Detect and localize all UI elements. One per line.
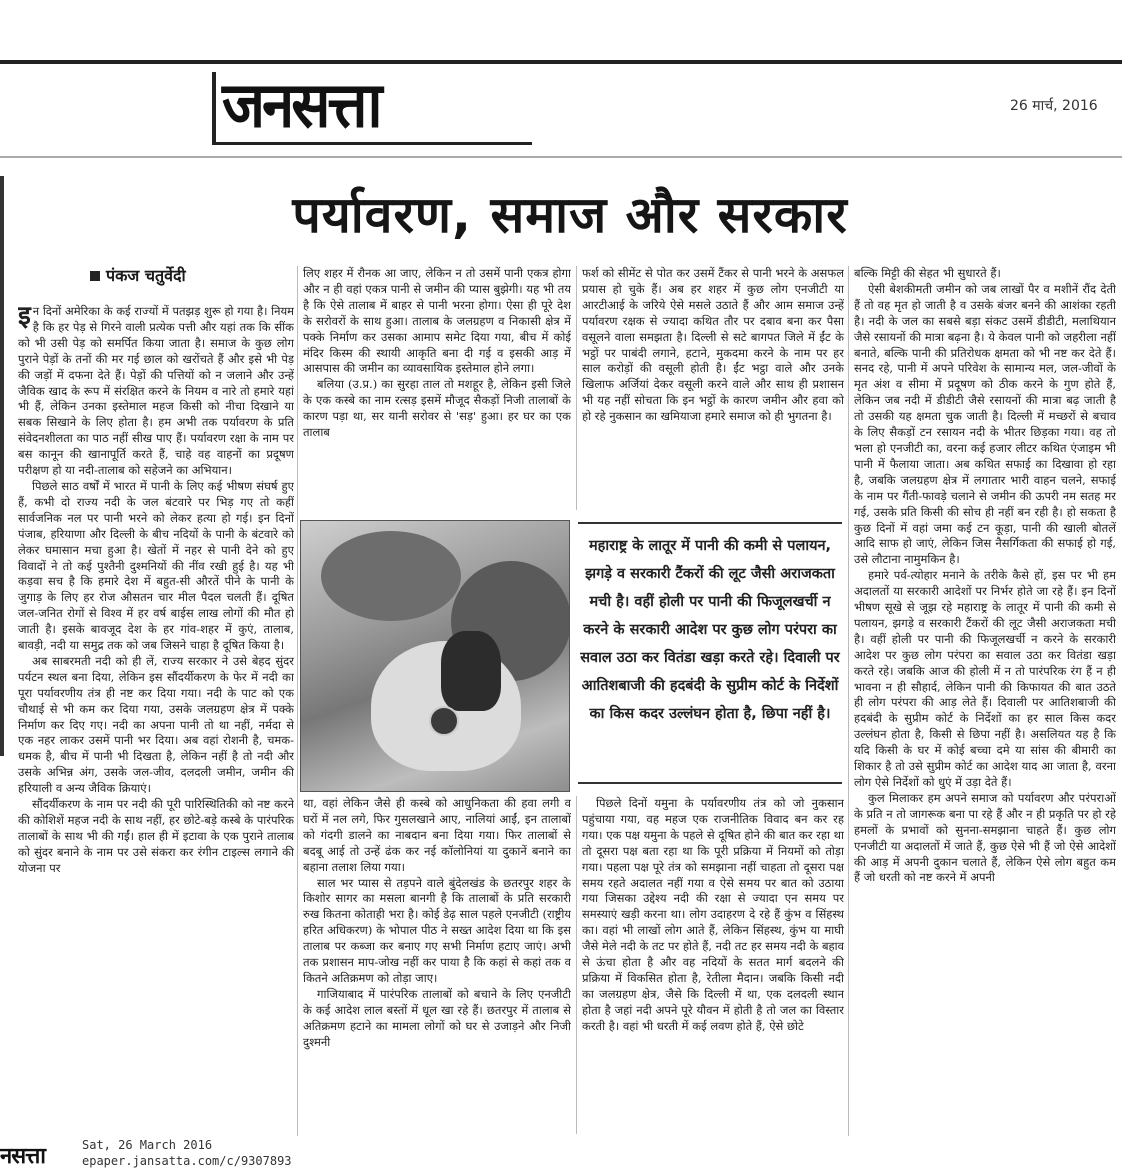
paragraph: अब साबरमती नदी को ही लें, राज्य सरकार ने उसे बेहद सुंदर पर्यटन स्थल बना दिया, लेकिन इस सौंदर्यीकरण के फेर में नदी का पूरा पर्यावरणीय तंत्र ही नष्ट कर दिया गया। नदी के पाट को एक चौथाई से भी कम कर दिया गया, उसके जलग्रहण क्षेत्र में पक्के निर्माण कर दिए गए। नदी का अपना पानी तो था नहीं, नर्मदा से एक नहर लाकर उसमें पानी भर दिया। अब वहां रोशनी है, चमक-धमक है, बीच में पानी भी दिखता है, लेकिन नहीं है तो नदी और उसके अभिन्न अंग, उसके जल-जीव, दलदली जमीन, जमीन की हरियाली व अन्य जैविक क्रियाएं। (18, 653, 294, 796)
column-divider (576, 266, 577, 510)
column-2-bottom (303, 796, 571, 1134)
drop-cap: इ (18, 304, 31, 331)
footer-url[interactable]: epaper.jansatta.com/c/9307893 (82, 1154, 292, 1168)
column-divider (297, 266, 298, 1136)
masthead-brand: जनसत्ता (222, 68, 380, 142)
author-name: पंकज चतुर्वेदी (106, 266, 186, 285)
column-1 (18, 304, 294, 1134)
paragraph: ऐसी बेशकीमती जमीन को जब लाखों पैर व मशीनें रौंद देती हैं तो वह मृत हो जाती है व उसके बंजर बनने की आशंका रहती है। नदी के जल का सबसे बड़ा संकट उसमें डीडीटी, मलाथियान जैसे रसायनों की मात्रा बढ़ना है। ये केवल पानी को जहरीला नहीं बनाते, बल्कि पानी की प्रतिरोधक क्षमता को भी नष्ट कर देते हैं। सनद रहे, पानी में अपने परिवेश के सामान्य मल, जल-जीवों के मृत अंश व सीमा में प्रदूषण को ठीक करने के गुण होते हैं, लेकिन जब नदी में डीडीटी जैसे रसायनों की मात्रा बढ़ जाती है तो उसकी यह क्षमता चुक जाती है। दिल्ली में मच्छरों से बचाव के लिए सैकड़ों टन रसायन नदी के भीतर छिड़का गया। वह तो भला हो एनजीटी का, वरना कई हजार लीटर कथित एंजाइम भी पानी में फैलाया जाता। अब कथित सफाई का दिखावा हो रहा है, जबकि जलग्रहण क्षेत्र में लगातार भारी वाहन चलने, सफाई के नाम पर गैंती-फावड़े चलाने से जमीन की ऊपरी नम सतह मर गई, उसके प्रति किसी की सोच ही नहीं बन रही है। हो सकता है कुछ दिनों में वहां जमा कई टन कूड़ा, पानी की खाली बोतलें आदि साफ हो जाएं, लेकिन जिस नैसर्गिकता की सफाई हो गई, उसे लौटाना नामुमकिन है। (854, 281, 1116, 567)
article-headline: पर्यावरण, समाज और सरकार (292, 186, 848, 244)
pullquote-rule-top (578, 522, 842, 524)
article-photo (300, 520, 570, 792)
paragraph: बलिया (उ.प्र.) का सुरहा ताल तो मशहूर है, लेकिन इसी जिले के एक कस्बे का नाम रत्सड़ इसमें मौजूद सैकड़ों निजी तालाबों के कारण पड़ा था, सर यानी सरोवर से 'सड़' हुआ। हर घर का एक तालाब (303, 377, 571, 440)
column-divider (848, 266, 849, 1136)
footer-date: Sat, 26 March 2016 (82, 1138, 213, 1152)
pull-quote: महाराष्ट्र के लातूर में पानी की कमी से पलायन, झगड़े व सरकारी टैंकरों की लूट जैसी अराजकता मची है। वहीं होली पर पानी की फिजूलखर्ची न करने के सरकारी आदेश पर कुछ लोग परंपरा का सवाल उठा कर वितंडा खड़ा करते रहे। दिवाली पर आतिशबाजी की हदबंदी के सुप्रीम कोर्ट के निर्देशों का किस कदर उल्लंघन होता है, छिपा नहीं है। (580, 538, 840, 722)
column-4 (854, 266, 1116, 1136)
paragraph: पिछले दिनों यमुना के पर्यावरणीय तंत्र को जो नुकसान पहुंचाया गया, वह महज एक राजनीतिक विवाद बन कर रह गया। एक पक्ष यमुना के पहले से दूषित होने की बात कर रहा था तो दूसरा पक्ष बता रहा था कि पूरी प्रक्रिया में नियमों को तोड़ा गया। पहला पक्ष पूरे तंत्र को समझाना नहीं चाहता तो दूसरा पक्ष समय रहते अदालत नहीं गया व ऐसे समय पर बात को उठाया गया जिसका उद्देश्य नदी की रक्षा से ज्यादा एन समय पर समस्याएं खड़ी करना था। लोग उदाहरण दे रहे हैं कुंभ व सिंहस्थ का। वहां भी लाखों लोग आते हैं, लेकिन सिंहस्थ, कुंभ या माघी जैसे मेले नदी के तट पर होते हैं, नदी तट हर समय नदी के बहाव से ऊंचा होता है और वह नदियों के सतत मार्ग बदलने की प्रक्रिया में विकसित होता है, रेतीला मैदान। जबकि किसी नदी का जलग्रहण क्षेत्र, जैसे कि दिल्ली में था, एक दलदली स्थान होता है जहां नदी अपने पूरे यौवन में होती है तो जल का विस्तार करती है। वहां भी धरती में कई लवण होते हैं, ऐसे छोटे (582, 796, 844, 1033)
masthead-logo (212, 68, 532, 145)
top-rule (0, 60, 1122, 64)
paragraph: पिछले साठ वर्षों में भारत में पानी के लिए कई भीषण संघर्ष हुए हैं, कभी दो राज्य नदी के जल बंटवारे पर भिड़ गए तो कहीं सार्वजनिक नल पर पानी भरने को लेकर हत्या हो गई। इन दिनों पंजाब, हरियाणा और दिल्ली के बीच नदियों के पानी के बंटवारे को लेकर घमासान मचा हुआ है। खेतों में नहर से पानी देने को हुए विवादों ने तो कई पुश्तैनी दुश्मनियों की नींव रखी हुई है। यह भी कड़वा सच है कि हमारे देश में बहुत-सी औरतें पीने के पानी के जुगाड़ के लिए हर रोज औसतन चार मील पैदल चलती हैं। दूषित जल-जनित रोगों से विश्व में हर वर्ष बाईस लाख लोगों की मौत हो जाती है। इसके बावजूद देश के हर गांव-शहर में कुएं, तालाब, बावड़ी, नदी या समुद्र तक को जब जिसने चाहा है दूषित किया है। (18, 478, 294, 653)
byline-bullet (90, 271, 100, 281)
paragraph: बल्कि मिट्टी की सेहत भी सुधारते हैं। (854, 266, 1001, 280)
paragraph: साल भर प्यास से तड़पने वाले बुंदेलखंड के छतरपुर शहर के किशोर सागर का मसला बानगी है कि तालाबों के प्रति सरकारी रुख कितना कोताही भरा है। कोई डेढ़ साल पहले एनजीटी (राष्ट्रीय हरित अधिकरण) के भोपाल पीठ ने सख्त आदेश दिया था कि इस तालाब पर कब्जा कर बनाए गए सभी निर्माण हटाए जाएं। अभी तक प्रशासन माप-जोख नहीं कर पाया है कि कहां से कहां तक व कितने अतिक्रमण को तोड़ा जाए। (303, 875, 571, 985)
column-2-top (303, 266, 571, 510)
paragraph: लिए शहर में रौनक आ जाए, लेकिन न तो उसमें पानी एकत्र होगा और न ही वहां एकत्र पानी से जमीन की प्यास बुझेगी। यह भी तय है कि ऐसे तालाब में बाहर से पानी भरना होगा। ऐसा ही पूरे देश के सरोवरों के साथ हुआ। तालाब के जलग्रहण व निकासी क्षेत्र में पक्के निर्माण कर उसका आमाप समेट दिया गया, बीच में कोई मंदिर किस्म की स्थायी आकृति बना दी गई व इसकी आड़ में आसपास की जमीन का व्यावसायिक इस्तेमाल होने लगा। (303, 266, 571, 376)
photo-rock (321, 531, 461, 621)
paragraph: गाजियाबाद में पारंपरिक तालाबों को बचाने के लिए एनजीटी के कई आदेश लाल बस्तों में धूल खा रहे हैं। छतरपुर में तालाब से अतिक्रमण हटाने का मामला लोगों को घर से उजाड़ने और निजी दुश्मनी (303, 986, 571, 1049)
photo-water-pot (429, 706, 459, 736)
pullquote-rule-bottom (578, 782, 842, 784)
photo-woman-figure (441, 631, 501, 711)
paragraph: था, वहां लेकिन जैसे ही कस्बे को आधुनिकता की हवा लगी व घरों में नल लगे, फिर गुसलखाने आए, नालियां आईं, इन तालाबों को गंदगी डालने का नाबदान बना दिया गया। फिर तालाबों से बदबू आई तो उन्हें ढंक कर नई कॉलोनियां या दुकानें बनाने का बहाना तलाश लिया गया। (303, 796, 571, 874)
paragraph: फर्श को सीमेंट से पोत कर उसमें टैंकर से पानी भरने के असफल प्रयास हो चुके हैं। अब हर शहर में कुछ लोग एनजीटी या आरटीआई के जरिये ऐसे मसले उठाते हैं और आम समाज उन्हें पर्यावरण रक्षक से ज्यादा कथित तौर पर दबाव बना कर पैसा वसूलने वाला समझता है। दिल्ली से सटे बागपत जिले में ईंट के भट्ठों पर पाबंदी लगाने, हटाने, मुकदमा करने के नाम पर हर साल करोड़ों की वसूली होती है। ईंट भट्ठा वाले और उनके खिलाफ अर्जियां देकर वसूली करने वाले और साथ ही प्रशासन भी यह नहीं सोचता कि इन भट्ठों के कारण जमीन और हवा को हो रहे नुकसान का खमियाजा हमारे समाज को ही भुगतना है। (582, 266, 844, 424)
header-divider (0, 156, 1122, 158)
footer-brand: नसत्ता (0, 1144, 45, 1169)
column-3-bottom (582, 796, 844, 1134)
paragraph: हमारे पर्व-त्योहार मनाने के तरीके कैसे हों, इस पर भी हम अदालतों या सरकारी आदेशों पर निर्भर होते जा रहे हैं। इन दिनों भीषण सूखे से जूझ रहे महाराष्ट्र के लातूर में पानी की कमी से पलायन, झगड़े व सरकारी टैंकरों की लूट जैसी अराजकता मची है। वहीं होली पर पानी की फिजूलखर्ची न करने के सरकारी आदेश पर कुछ लोग परंपरा का सवाल उठा कर वितंडा खड़ा करते रहे। जबकि आज की होली में न तो पारंपरिक रंग हैं न ही भावना न ही सौहार्द, लेकिन पानी की किफायत की बात उठते ही लोग परंपरा की आड़ लेते हैं। दिवाली पर आतिशबाजी की हदबंदी के सुप्रीम कोर्ट के निर्देशों का हर साल किस कदर उल्लंघन होता है, किसी से छिपा नहीं है। असलियत यह है कि यदि किसी के घर में कोई बच्चा दमे या सांस की बीमारी का शिकार है तो उसे सुप्रीम कोर्ट का आदेश याद आ जाता है, वरना लोग ऐसे निर्देशों को धुएं में उड़ा देते हैं। (854, 568, 1116, 789)
issue-date: 26 मार्च, 2016 (1010, 98, 1098, 114)
column-divider (576, 796, 577, 1134)
paragraph: कुल मिलाकर हम अपने समाज को पर्यावरण और परंपराओं के प्रति न तो जागरूक बना पा रहे हैं और न ही प्रकृति पर हो रहे हमलों के प्रभावों को सुनना-समझाना चाहते हैं। कुछ लोग एनजीटी या अदालतों में जाते हैं, कुछ ऐसे भी हैं जो ऐसे आदेशों की आड़ में अपनी दुकान चलाते हैं, लेकिन ऐसे लोग बहुत कम हैं जो धरती को नष्ट करने में अपनी (854, 790, 1116, 885)
column-3-top (582, 266, 844, 510)
paragraph: सौंदर्यीकरण के नाम पर नदी की पूरी पारिस्थितिकी को नष्ट करने की कोशिशें महज नदी के साथ नहीं, हर छोटे-बड़े कस्बे के पारंपरिक तालाबों के साथ भी की गईं। हाल ही में इटावा के एक पुराने तालाब को सुंदर बनाने के नाम पर उसे संकरा कर रंगीन टाइल्स लगाने की योजना पर (18, 797, 294, 875)
page-margin-mark (0, 176, 4, 756)
byline (90, 264, 186, 286)
paragraph: इन दिनों अमेरिका के कई राज्यों में पतझड़ शुरू हो गया है। नियम है कि हर पेड़ से गिरने वाली प्रत्येक पत्ती और यहां तक कि सींक को भी उसी पेड़ को समर्पित किया जाता है। समाज के कुछ लोग पुराने पेड़ों के तनों की मर गई छाल को खरोंचते हैं और इसे भी पेड़ की जड़ों में दफना देते हैं। पेड़ों की पत्तियों को न जलाने और उन्हें जैविक खाद के रूप में संरक्षित करने के नियम व नारे तो हमारे यहां भी हैं, लेकिन उनका इस्तेमाल महज किसी को नीचा दिखाने या सबक सिखाने के लिए होता है। हम अभी तक पर्यावरण के प्रति संवेदनशीलता का पाठ नहीं सीख पाए हैं। पर्यावरण रक्षा के नाम पर बस कानून की खानापूर्ति करते हैं, चाहे वह वाहनों का प्रदूषण परीक्षण हो या नदी-तालाब को सहेजने का अभियान। (18, 304, 294, 478)
